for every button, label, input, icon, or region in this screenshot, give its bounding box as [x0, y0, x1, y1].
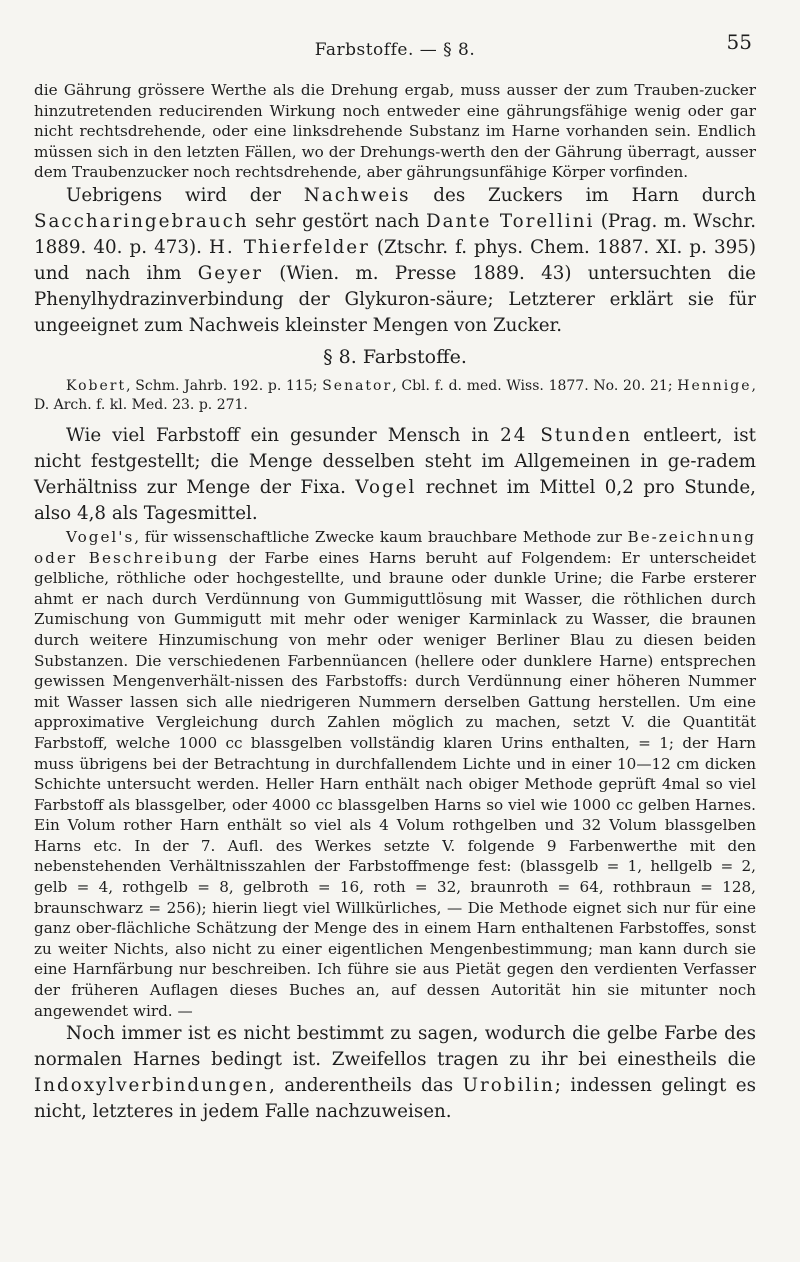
text-run: des Zuckers im Harn durch [410, 184, 756, 206]
text-run: , D. Arch. f. kl. Med. 23. p. 271. [34, 377, 756, 413]
paragraph-saccharin [34, 183, 756, 339]
paragraph-fermentation: die Gährung grössere Werthe als die Drehung ergab, muss ausser der zum Trauben-zucker hinzutretenden reducirenden Wirkung noch entweder eine gährungsfähige wenig oder gar nicht rechtsdrehende, oder eine linksdrehende Substanz im Harne vorhanden sein. Endlich müssen sich in den letzten Fällen, wo der Drehungs-werth den der Gährung überragt, ausser dem Traubenzucker noch rechtsdrehende, aber gährungsunfähige Körper vorfinden. [34, 81, 756, 182]
emphasis-24-stunden: 24 Stunden [500, 424, 633, 446]
author-hennige: Hennige [677, 377, 752, 394]
emphasis-indoxylverbindungen: Indoxylverbindungen [34, 1075, 269, 1097]
text-run: , für wissenschaftliche Zwecke kaum brauchbare Methode zur [134, 527, 628, 546]
emphasis-bezeichnung: Be-zeichnung oder Beschreibung [34, 527, 756, 567]
text-run: Wie viel Farbstoff ein gesunder Mensch in [66, 424, 501, 446]
text-run: ; indessen gelingt es nicht, letzteres in jedem Falle nachzuweisen. [34, 1075, 756, 1123]
text-run: rechnet im Mittel 0,2 pro Stunde, also 4,8 als Tagesmittel. [34, 476, 756, 524]
text-run: (Prag. m. Wschr. 1889. 40. p. 473). [34, 210, 757, 258]
text-run: (Wien. m. Presse 1889. 43) untersuchten die Phenylhydrazinverbindung der Glykuron-säure; Letzterer erklärt sie für ungeeignet zum Nachweis kleinster Mengen von Zucker. [34, 262, 756, 336]
references [34, 377, 756, 415]
emphasis-saccharingebrauch: Saccharingebrauch [34, 210, 249, 232]
running-head: Farbstoffe. — § 8. [314, 40, 476, 60]
text-run: der Farbe eines Harns beruht auf Folgendem: Er unterscheidet gelbliche, röthliche oder hochgestellte, und braune oder dunkle Urine; die Farbe ersterer ahmt er nach durch Verdünnung von Gummiguttlösung mit Wasser, die röthlichen durch Zumischung von Gummigutt mit mehr oder weniger Karminlack zu Wasser, die braunen durch weitere Hinzumischung von mehr oder weniger Berliner Blau zu diesen beiden Substanzen. Die verschiedenen Farbennüancen (hellere oder dunklere Harne) entsprechen gewissen Mengenverhält-nissen des Farbstoffs: durch Verdünnung einer höheren Nummer mit Wasser lassen sich alle niedrigeren Nummern derselben Gattung herstellen. Um eine approximative Vergleichung durch Zahlen möglich zu machen, setzt V. die Quantität Farbstoff, welche 1000 cc blassgelben vollständig klaren Urins enthalten, = 1; der Harn muss übrigens bei der Betrachtung in durchfallendem Lichte und in einer 10—12 cm dicken Schichte untersucht werden. Heller Harn enthält nach obiger Methode geprüft 4mal so viel Farbstoff als blassgelber, oder 4000 cc blassgelben Harns so viel wie 1000 cc gelben Harnes. Ein Volum rother Harn enthält so viel als 4 Volum rothgelben und 32 Volum blassgelben Harns etc. In der 7. Aufl. des Werkes setzte V. folgende 9 Farbenwerthe mit den nebenstehenden Verhältnisszahlen der Farbstoffmenge fest: (blassgelb = 1, hellgelb = 2, gelb = 4, rothgelb = 8, gelbroth = 16, roth = 32, braunroth = 64, rothbraun = 128, braunschwarz = 256); hierin liegt viel Willkürliches, — Die Methode eignet sich nur für eine ganz ober-flächliche Schätzung der Menge des in einem Harn enthaltenen Farbstoffes, sonst zu weiter Nichts, also nicht zu einer eigentlichen Mengenbestimmung; man kann durch sie eine Harnfärbung nur beschreiben. Ich führe sie aus Pietät gegen den verdienten Verfasser der früheren Auflagen dieses Buches an, auf dessen Autorität hin sie mitunter noch angewendet wird. — [34, 548, 756, 1020]
emphasis-urobilin: Urobilin [462, 1075, 555, 1097]
page-header [34, 30, 756, 80]
author-kobert: Kobert [66, 377, 127, 394]
author-senator: Senator [322, 377, 393, 394]
text-run: Uebrigens wird der [66, 184, 304, 206]
author-vogel: Vogel [355, 476, 417, 498]
text-run: , Schm. Jahrb. 192. p. 115; [126, 377, 323, 394]
paragraph-vogel-methode [34, 527, 756, 1021]
section-heading: § 8. Farbstoffe. [323, 345, 467, 368]
author-geyer: Geyer [197, 262, 264, 284]
text-run: sehr gestört nach [248, 210, 426, 232]
text-run: , Cbl. f. d. med. Wiss. 1877. No. 20. 21; [392, 377, 678, 394]
paragraph-farbstoff-menge [34, 423, 756, 527]
book-page [34, 30, 757, 1125]
author-thierfelder: H. Thierfelder [208, 236, 370, 258]
page-number: 55 [726, 30, 752, 54]
paragraph-gelbe-farbe [34, 1021, 756, 1125]
text-run: (Ztschr. f. phys. Chem. 1887. XI. p. 395) und nach ihm [34, 236, 756, 284]
text-run: , anderentheils das [268, 1075, 463, 1097]
text-run: entleert, ist nicht festgestellt; die Menge desselben steht im Allgemeinen in ge-radem Verhältniss zur Menge der Fixa. [34, 424, 756, 498]
author-vogels: Vogel's [66, 527, 135, 546]
author-torellini: Dante Torellini [425, 210, 595, 232]
text-run: Noch immer ist es nicht bestimmt zu sagen, wodurch die gelbe Farbe des normalen Harnes bedingt ist. Zweifellos tragen zu ihr bei einestheils die [34, 1023, 756, 1071]
emphasis-nachweis: Nachweis [303, 184, 411, 206]
